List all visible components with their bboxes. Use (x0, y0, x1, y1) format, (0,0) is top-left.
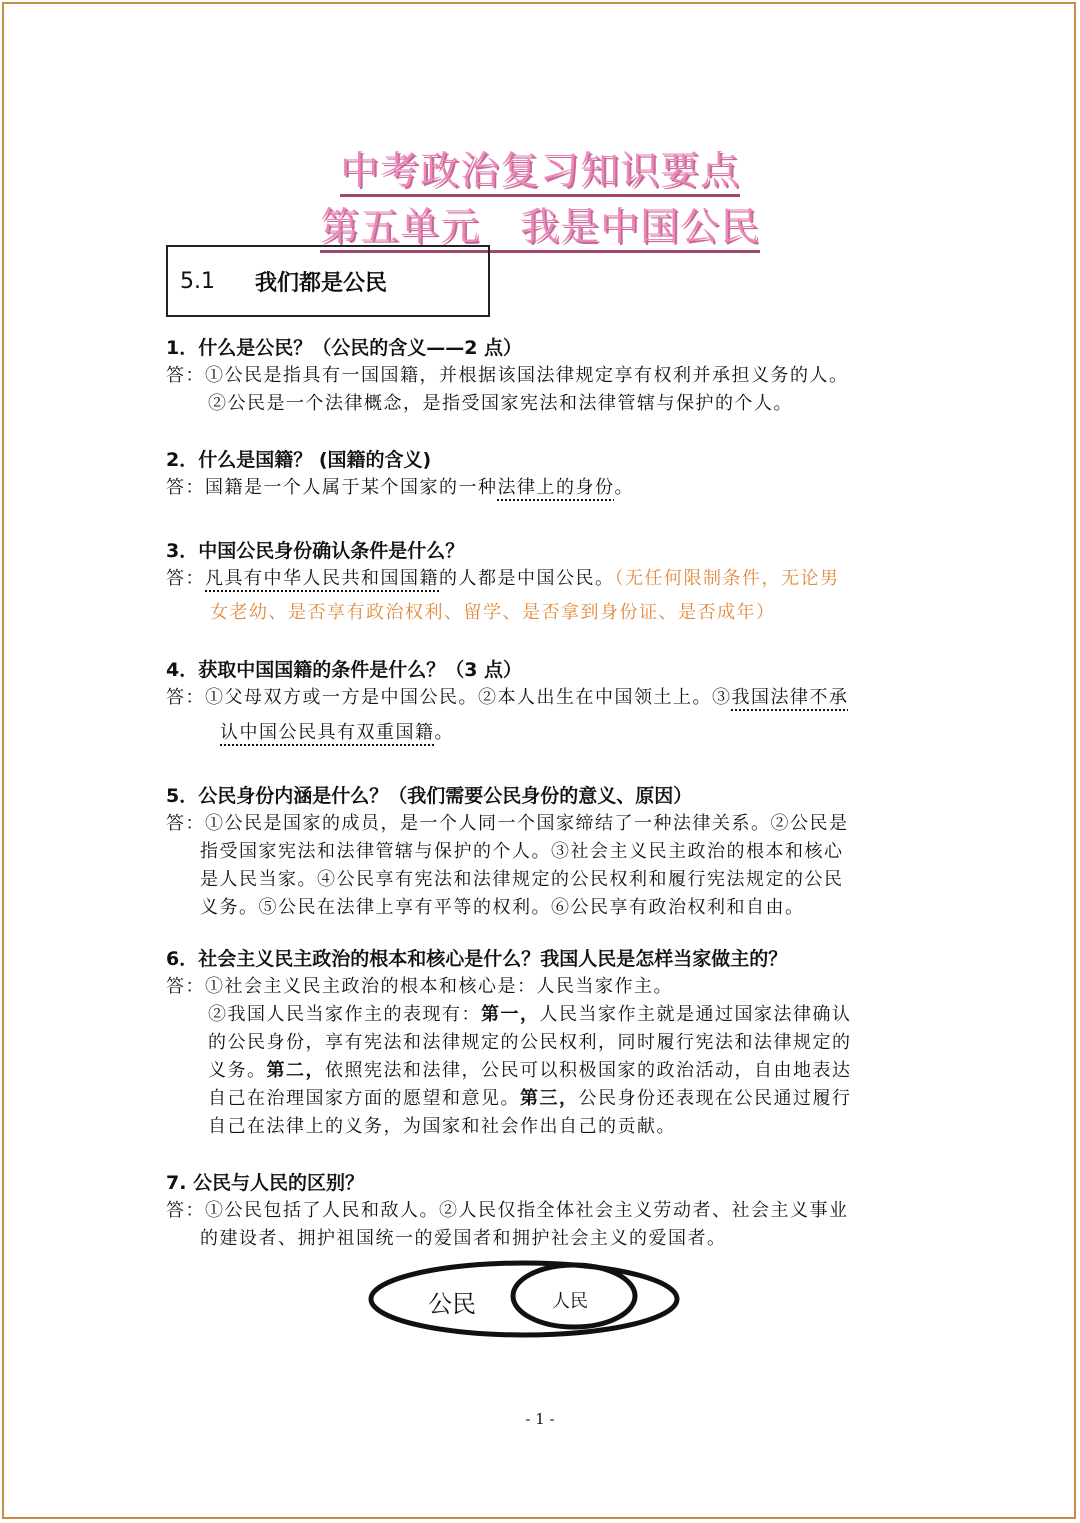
answer-6-line-4: 义务。第二，依照宪法和法律，公民可以积极国家的政治活动，自由地表达 (208, 1060, 852, 1081)
question-2: 2．什么是国籍？ (国籍的含义) (166, 449, 432, 471)
answer-3-line-2: 女老幼、是否享有政治权利、留学、是否拿到身份证、是否成年） (210, 602, 776, 623)
answer-7-line-2: 的建设者、拥护祖国统一的爱国者和拥护社会主义的爱国者。 (200, 1228, 727, 1249)
answer-4-line-2: 认中国公民具有双重国籍。 (220, 722, 454, 743)
page-number: - 1 - (525, 1410, 555, 1428)
venn-outer-label: 公民 (428, 1290, 476, 1318)
section-title: 我们都是公民 (255, 270, 388, 296)
question-5: 5．公民身份内涵是什么？（我们需要公民身份的意义、原因） (166, 785, 693, 807)
question-7: 7. 公民与人民的区别？ (166, 1172, 365, 1194)
answer-3-line-1: 答：凡具有中华人民共和国国籍的人都是中国公民。（无任何限制条件，无论男 (166, 568, 840, 589)
citizen-people-venn-diagram (366, 1258, 686, 1344)
answer-5-line-4: 义务。⑤公民在法律上享有平等的权利。⑥公民享有政治权利和自由。 (200, 897, 805, 918)
venn-outer-ellipse (371, 1263, 677, 1335)
answer-6-line-6: 自己在法律上的义务，为国家和社会作出自己的贡献。 (208, 1116, 676, 1137)
answer-1-line-1: 答：①公民是指具有一国国籍，并根据该国法律规定享有权利并承担义务的人。 (166, 365, 849, 386)
answer-7-line-1: 答：①公民包括了人民和敌人。②人民仅指全体社会主义劳动者、社会主义事业 (166, 1200, 849, 1221)
venn-inner-label: 人民 (552, 1291, 588, 1312)
doc-title: 中考政治复习知识要点 (0, 140, 1080, 196)
question-6: 6．社会主义民主政治的根本和核心是什么？我国人民是怎样当家做主的？ (166, 948, 788, 970)
answer-4-line-1: 答：①父母双方或一方是中国公民。②本人出生在中国领土上。③我国法律不承 (166, 687, 849, 708)
question-3: 3．中国公民身份确认条件是什么？ (166, 540, 465, 562)
question-4: 4．获取中国国籍的条件是什么？（3 点） (166, 659, 523, 681)
answer-6-line-2: ②我国人民当家作主的表现有：第一，人民当家作主就是通过国家法律确认 (208, 1004, 852, 1025)
answer-5-line-1: 答：①公民是国家的成员，是一个人同一个国家缔结了一种法律关系。②公民是 (166, 813, 849, 834)
unit-title: 第五单元 我是中国公民 (0, 196, 1080, 252)
question-1: 1．什么是公民？（公民的含义——2 点） (166, 337, 523, 359)
answer-5-line-3: 是人民当家。④公民享有宪法和法律规定的公民权利和履行宪法规定的公民 (200, 869, 844, 890)
section-number: 5.1 (180, 268, 215, 294)
answer-5-line-2: 指受国家宪法和法律管辖与保护的个人。③社会主义民主政治的根本和核心 (200, 841, 844, 862)
answer-6-line-3: 的公民身份，享有宪法和法律规定的公民权利，同时履行宪法和法律规定的 (208, 1032, 852, 1053)
section-heading-box (166, 245, 490, 317)
answer-2-line-1: 答：国籍是一个人属于某个国家的一种法律上的身份。 (166, 477, 634, 498)
answer-6-line-5: 自己在治理国家方面的愿望和意见。第三，公民身份还表现在公民通过履行 (208, 1088, 852, 1109)
answer-6-line-1: 答：①社会主义民主政治的根本和核心是：人民当家作主。 (166, 976, 673, 997)
answer-1-line-2: ②公民是一个法律概念，是指受国家宪法和法律管辖与保护的个人。 (208, 393, 793, 414)
